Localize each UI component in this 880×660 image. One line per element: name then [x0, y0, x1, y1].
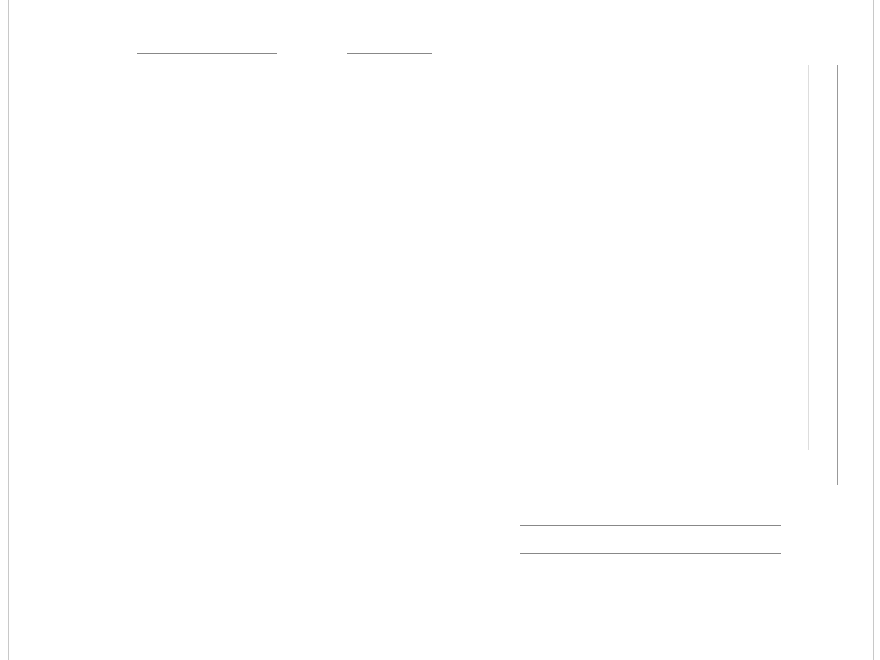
- notes-divider: [808, 65, 809, 450]
- location-field[interactable]: [520, 553, 781, 554]
- ballpark-field[interactable]: [520, 525, 781, 526]
- notes-line: [837, 65, 838, 485]
